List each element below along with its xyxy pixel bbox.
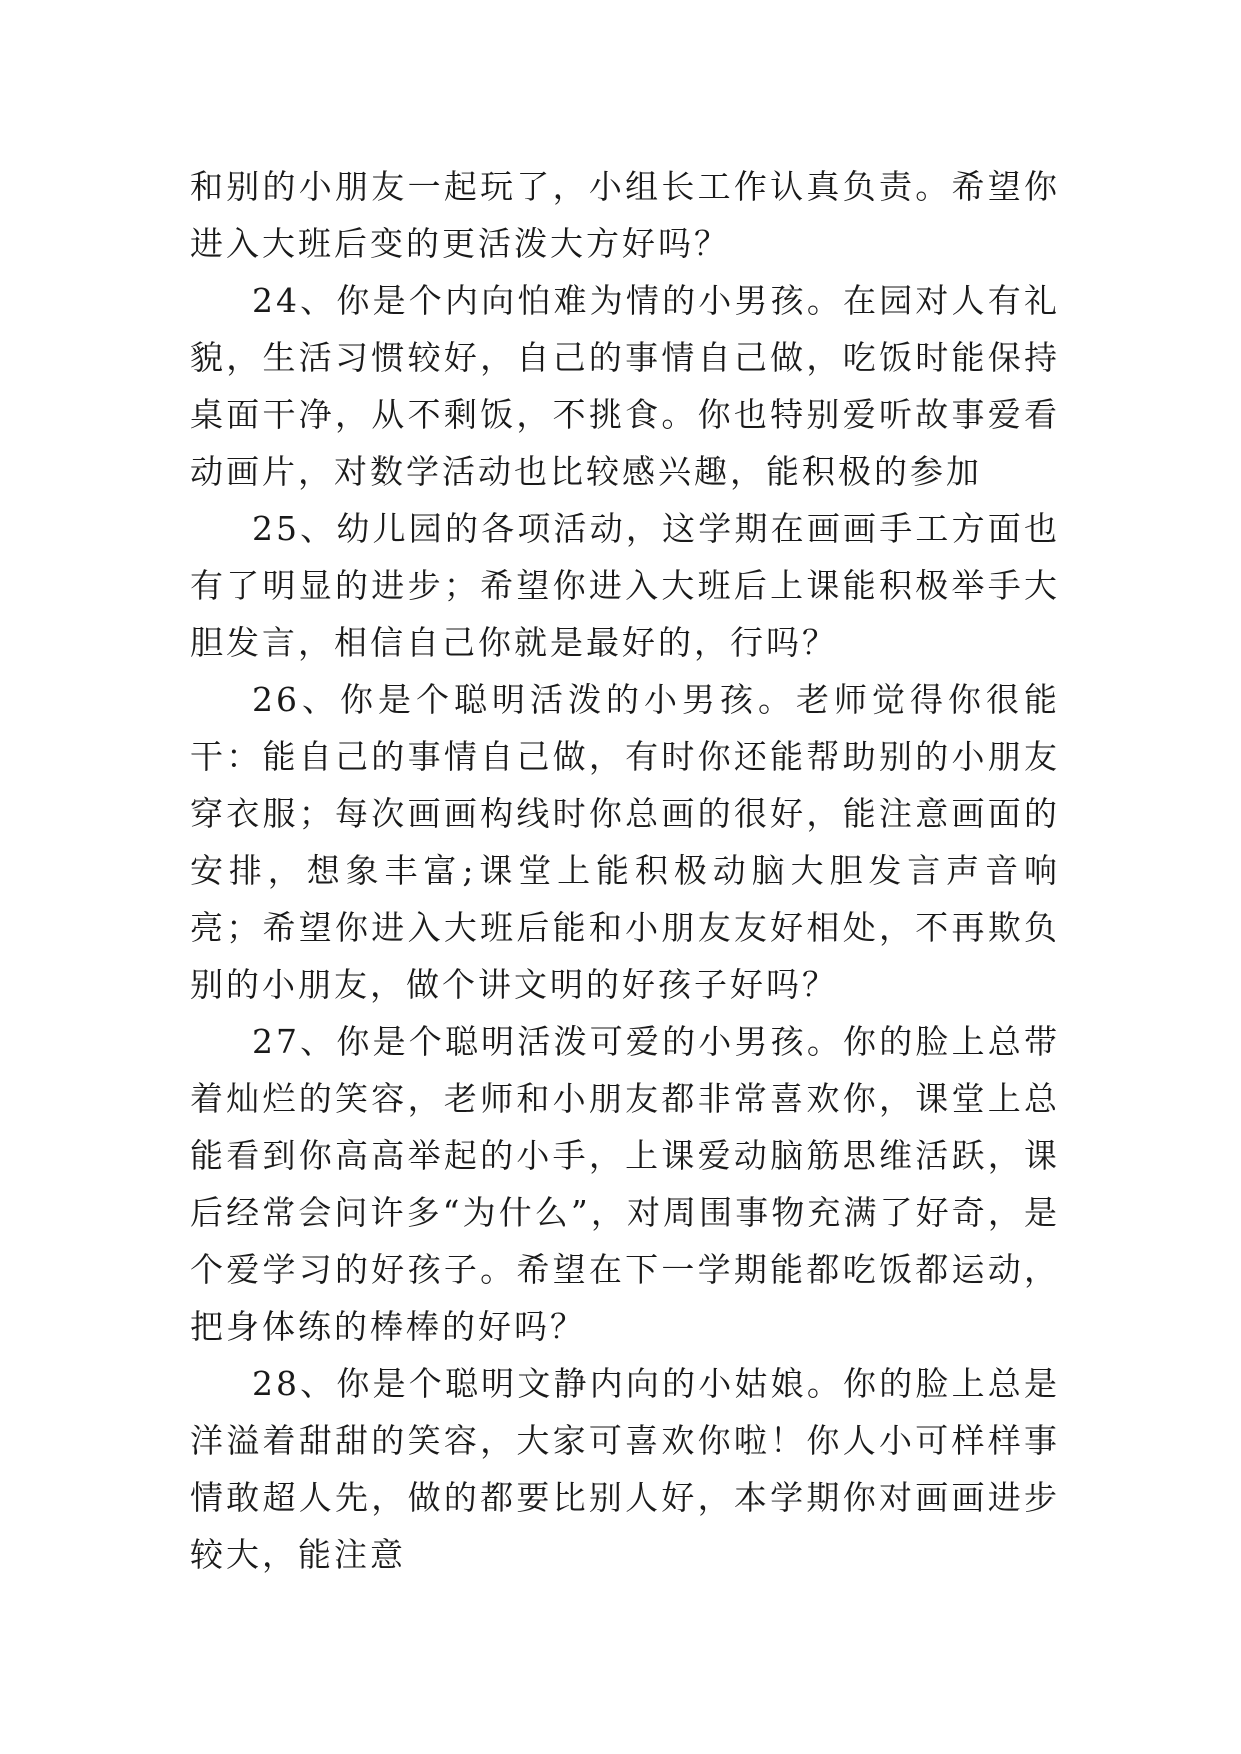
paragraph-continued: 和别的小朋友一起玩了，小组长工作认真负责。希望你进入大班后变的更活泼大方好吗？	[190, 167, 1060, 263]
paragraph-26: 26、你是个聪明活泼的小男孩。老师觉得你很能干：能自己的事情自己做，有时你还能帮助别的小朋友穿衣服；每次画画构线时你总画的很好，能注意画面的安排，想象丰富;课堂上能积极动脑大胆发言声音响亮；希望你进入大班后能和小朋友友好相处，不再欺负别的小朋友，做个讲文明的好孩子好吗？	[190, 680, 1060, 1004]
paragraph-27: 27、你是个聪明活泼可爱的小男孩。你的脸上总带着灿烂的笑容，老师和小朋友都非常喜欢你，课堂上总能看到你高高举起的小手，上课爱动脑筋思维活跃，课后经常会问许多“为什么”，对周围事物充满了好奇，是个爱学习的好孩子。希望在下一学期能都吃饭都运动，把身体练的棒棒的好吗？	[190, 1022, 1060, 1346]
paragraph-24: 24、你是个内向怕难为情的小男孩。在园对人有礼貌，生活习惯较好，自己的事情自己做，吃饭时能保持桌面干净，从不剩饭，不挑食。你也特别爱听故事爱看动画片，对数学活动也比较感兴趣，能积极的参加	[190, 281, 1060, 491]
paragraph-28: 28、你是个聪明文静内向的小姑娘。你的脸上总是洋溢着甜甜的笑容，大家可喜欢你啦！你人小可样样事情敢超人先，做的都要比别人好，本学期你对画画进步较大，能注意	[190, 1364, 1060, 1574]
paragraph-25: 25、幼儿园的各项活动，这学期在画画手工方面也有了明显的进步；希望你进入大班后上课能积极举手大胆发言，相信自己你就是最好的，行吗？	[190, 509, 1060, 662]
body-text	[190, 158, 1060, 1583]
